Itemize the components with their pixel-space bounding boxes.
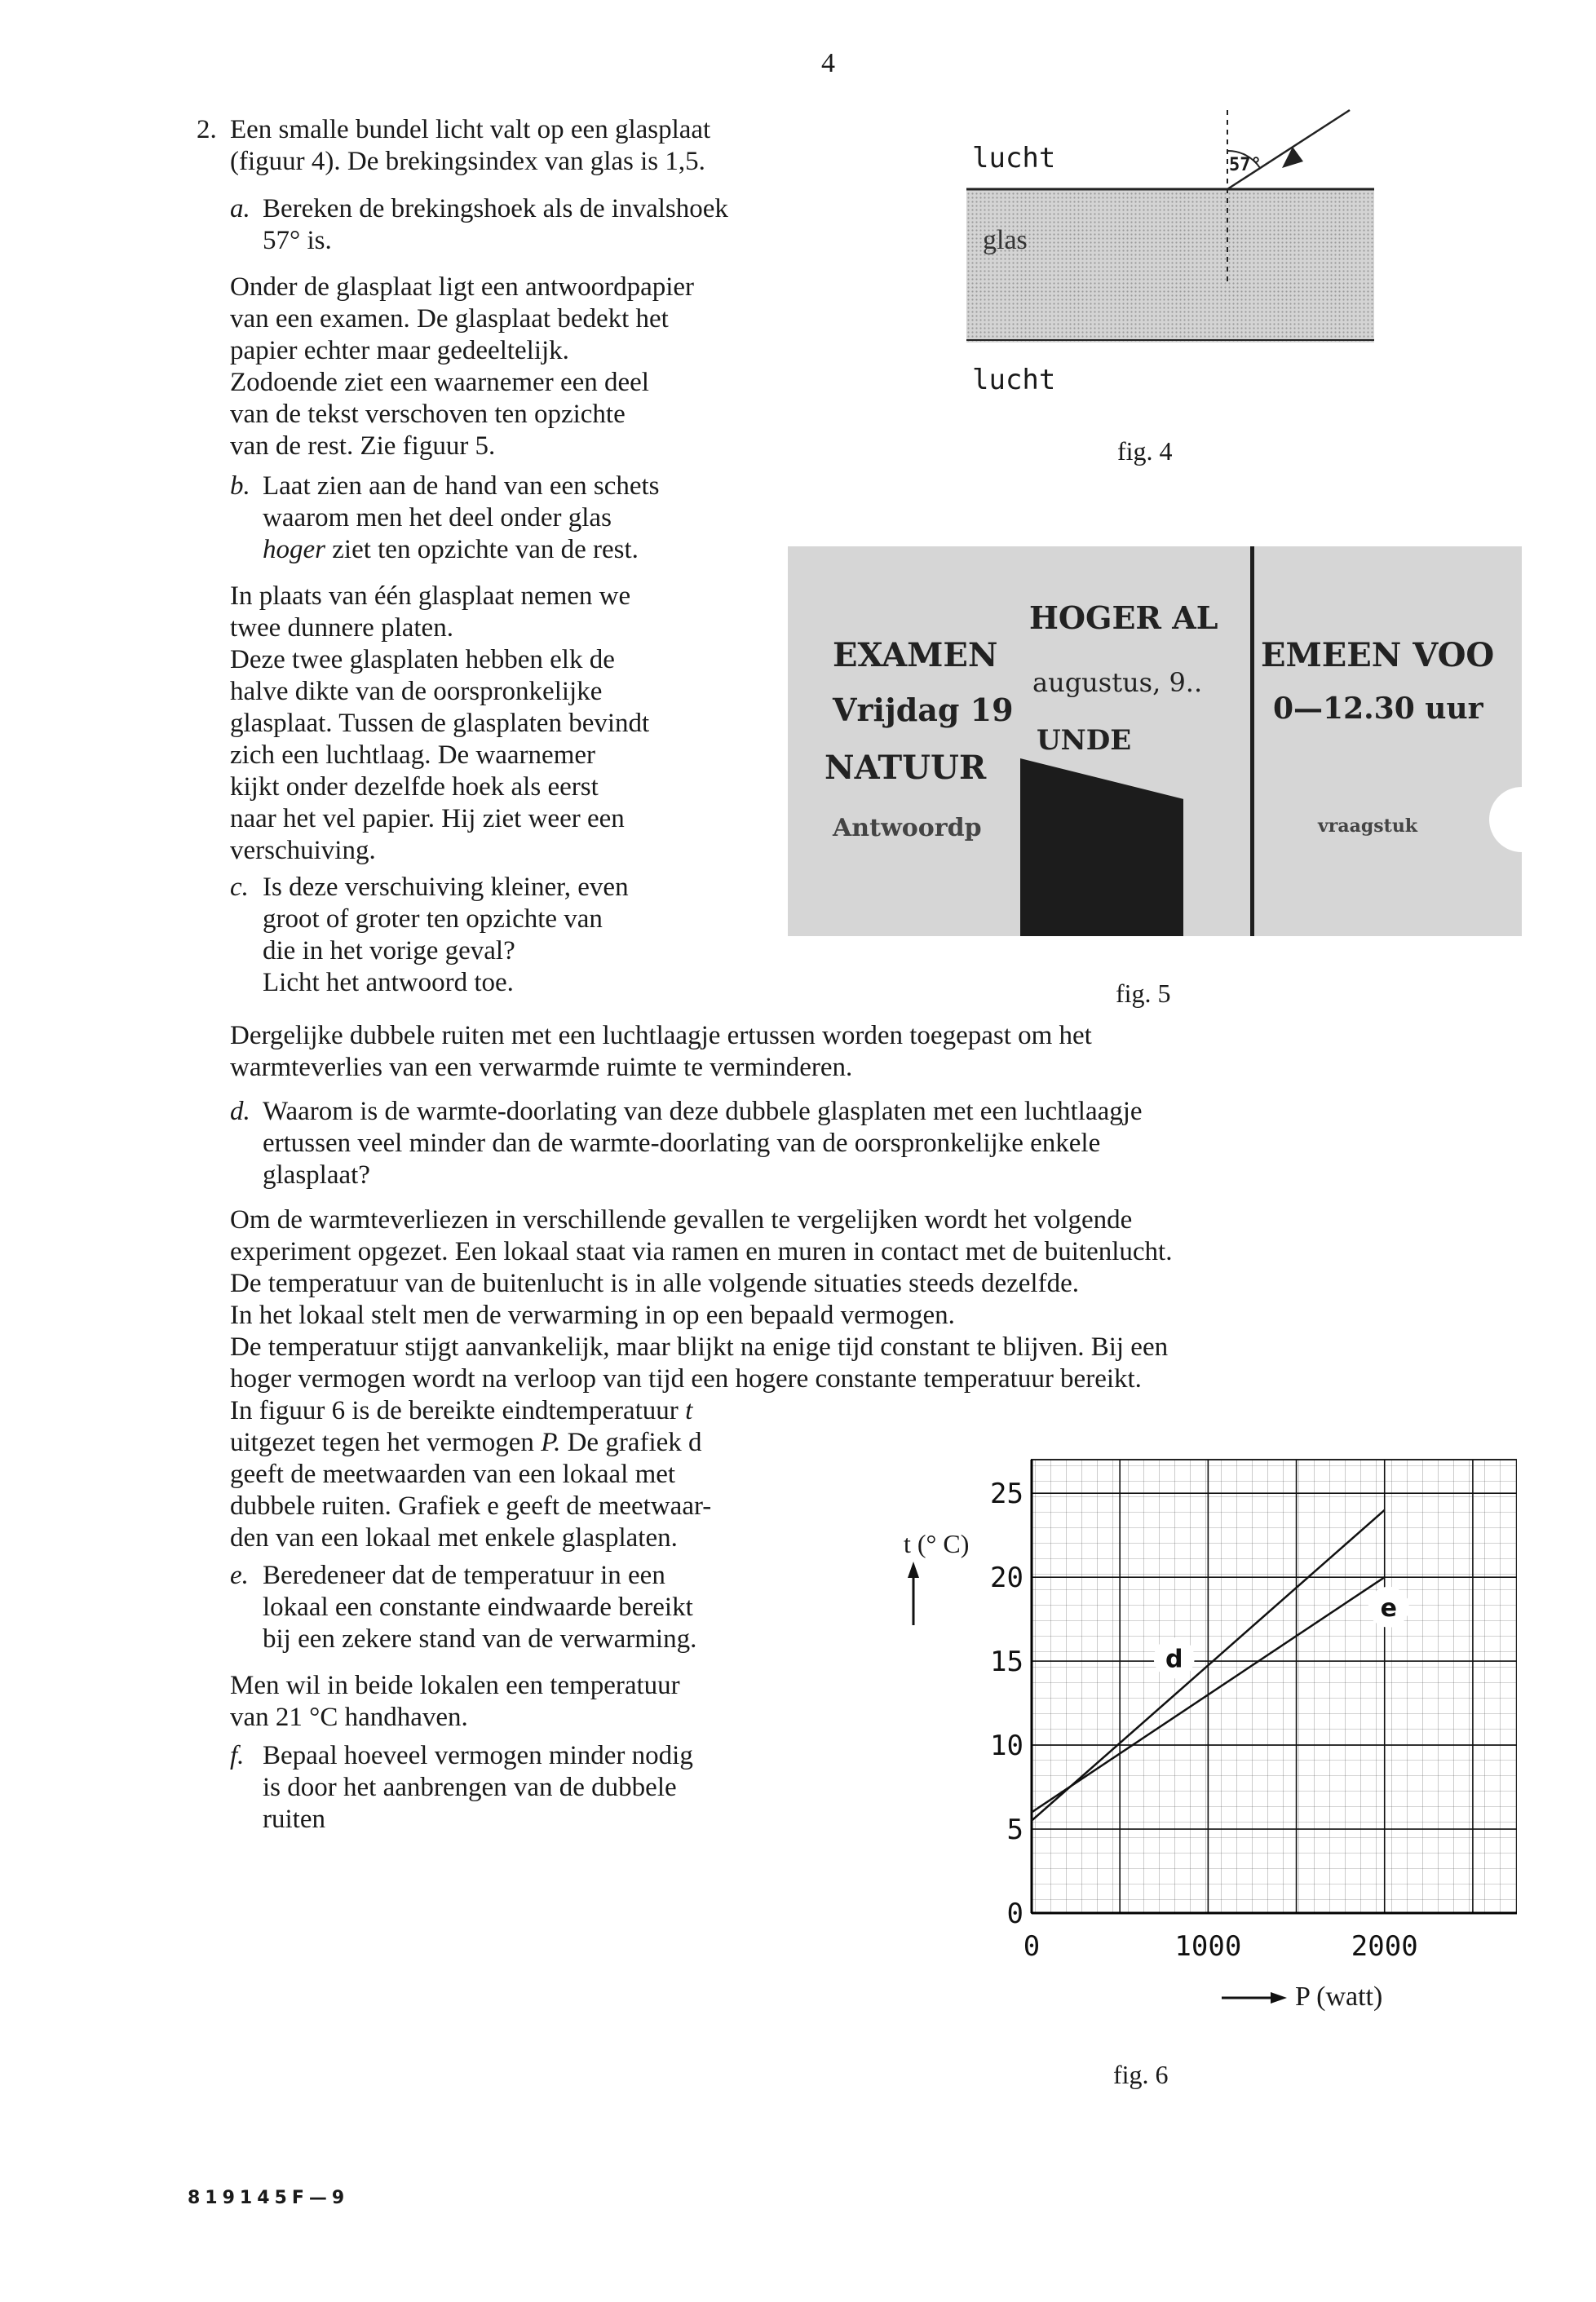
subquestion-label: f.: [230, 1741, 245, 1770]
paragraph-1: [230, 272, 694, 462]
subquestion-line: is door het aanbrengen van de dubbele: [263, 1773, 677, 1802]
y-axis-label: t (° C): [904, 1529, 970, 1558]
y-tick-label: 0: [1006, 1898, 1023, 1930]
paragraph-line: van een examen. De glasplaat bedekt het: [230, 304, 669, 334]
paragraph-2: [230, 581, 649, 867]
x-tick-label: 1000: [1174, 1930, 1242, 1963]
photo-word: 0—12.30 uur: [1273, 691, 1483, 726]
subquestion-line: Waarom is de warmte-doorlating van deze dubbele glasplaten met een luchtlaagje: [263, 1097, 1143, 1126]
subquestion-line: 57° is.: [263, 226, 332, 255]
paragraph-5: [230, 1395, 711, 1554]
figure-6-chart: [864, 1419, 1517, 2030]
y-tick-label: 20: [990, 1562, 1023, 1595]
paragraph-line: warmteverlies van een verwarmde ruimte te verminderen.: [230, 1053, 853, 1082]
label-lucht-bottom: lucht: [972, 364, 1056, 396]
paragraph-4: [230, 1204, 1172, 1395]
paragraph-line: halve dikte van de oorspronkelijke: [230, 677, 603, 706]
paragraph-line: glasplaat. Tussen de glasplaten bevindt: [230, 709, 650, 738]
label-lucht-top: lucht: [972, 142, 1056, 175]
subquestion-label: c.: [230, 873, 249, 902]
subquestion-line: ertussen veel minder dan de warmte-doorlating van de oorspronkelijke enkele: [263, 1129, 1101, 1158]
label-glas: glas: [983, 225, 1028, 255]
subquestion-label: e.: [230, 1561, 249, 1590]
line-text: uitgezet tegen het vermogen: [230, 1428, 534, 1457]
paragraph-line: dubbele ruiten. Grafiek e geeft de meetwaar-: [230, 1491, 712, 1521]
x-axis-arrow-icon: [1222, 1990, 1287, 2006]
chart-grid: [1032, 1460, 1517, 1913]
intro-line: Een smalle bundel licht valt op een glasplaat: [230, 115, 711, 144]
paragraph-line: den van een lokaal met enkele glasplaten.: [230, 1523, 678, 1553]
subquestion-label: a.: [230, 194, 250, 223]
paragraph-line: In het lokaal stelt men de verwarming in op een bepaald vermogen.: [230, 1301, 955, 1330]
subquestion-label: b.: [230, 471, 250, 501]
photo-word: Vrijdag 19: [833, 691, 1014, 728]
paragraph-line: geeft de meetwaarden van een lokaal met: [230, 1460, 676, 1489]
y-tick-label: 25: [990, 1478, 1023, 1511]
paragraph-line: verschuiving.: [230, 836, 376, 865]
paragraph-line: twee dunnere platen.: [230, 613, 453, 643]
x-tick-label: 0: [1023, 1930, 1041, 1963]
photo-word: EMEEN VOO: [1261, 636, 1495, 674]
photo-word: HOGER AL: [1029, 599, 1218, 636]
subquestion-line: die in het vorige geval?: [263, 936, 515, 965]
paper-hole: [1489, 787, 1522, 852]
figure-5-caption: fig. 5: [1116, 979, 1171, 1008]
paragraph-line: Onder de glasplaat ligt een antwoordpapier: [230, 272, 695, 302]
subquestion-line: bij een zekere stand van de verwarming.: [263, 1624, 697, 1654]
subquestion-line: Bepaal hoeveel vermogen minder nodig: [263, 1741, 693, 1770]
paragraph-line: van de tekst verschoven ten opzichte: [230, 400, 626, 429]
photo-word: vraagstuk: [1318, 815, 1418, 837]
figure-4-caption: fig. 4: [1117, 436, 1173, 466]
paragraph-line: naar het vel papier. Hij ziet weer een: [230, 804, 625, 833]
document-code: 819145F—9: [188, 2188, 350, 2208]
photo-word: NATUUR: [825, 749, 987, 787]
paragraph-line: Deze twee glasplaten hebben elk de: [230, 645, 615, 674]
subquestion-line: Laat zien aan de hand van een schets: [263, 471, 660, 501]
subquestion-line: lokaal een constante eindwaarde bereikt: [263, 1593, 693, 1622]
subquestion-line: Beredeneer dat de temperatuur in een: [263, 1561, 665, 1590]
photo-word: augustus, 9..: [1032, 667, 1203, 698]
paragraph-line: hoger vermogen wordt na verloop van tijd een hogere constante temperatuur bereikt.: [230, 1364, 1142, 1394]
subquestion-line: waarom men het deel onder glas: [263, 503, 612, 532]
series-label-d: d: [1165, 1645, 1183, 1674]
symbol-P: P.: [541, 1428, 561, 1457]
figure-5-photo: [788, 546, 1522, 936]
glass-edge-line: [1250, 546, 1254, 936]
figure-6-caption: fig. 6: [1113, 2060, 1169, 2089]
paragraph-line: zich een luchtlaag. De waarnemer: [230, 740, 595, 770]
subquestion-line: [263, 534, 660, 566]
paragraph-line: van de rest. Zie figuur 5.: [230, 431, 496, 461]
y-tick-label: 10: [990, 1730, 1023, 1763]
paragraph-line: De temperatuur van de buitenlucht is in alle volgende situaties steeds dezelfde.: [230, 1269, 1079, 1298]
paragraph-line: experiment opgezet. Een lokaal staat via ramen en muren in contact met de buitenlucht.: [230, 1237, 1173, 1266]
photo-word: EXAMEN: [833, 636, 998, 674]
emphasis-word: hoger: [263, 535, 325, 564]
paragraph-6: [230, 1670, 680, 1734]
paragraph-line: [230, 1427, 711, 1459]
x-tick-label: 2000: [1351, 1930, 1418, 1963]
glass-edge-shadow: [1020, 758, 1183, 936]
subquestion-line: Licht het antwoord toe.: [263, 968, 514, 997]
y-axis-arrow-icon: [905, 1562, 922, 1627]
photo-word: Antwoordp: [833, 814, 982, 842]
grid-paper: [1032, 1460, 1517, 1913]
paragraph-line: De temperatuur stijgt aanvankelijk, maar blijkt na enige tijd constant te blijven. Bij een: [230, 1332, 1169, 1362]
question-number: 2.: [197, 115, 217, 144]
page-number: 4: [821, 48, 835, 78]
paragraph-line: papier echter maar gedeeltelijk.: [230, 336, 569, 365]
paragraph-line: Men wil in beide lokalen een temperatuur: [230, 1671, 680, 1700]
paragraph-line: van 21 °C handhaven.: [230, 1703, 468, 1732]
y-tick-label: 15: [990, 1646, 1023, 1679]
line-rest: De grafiek d: [560, 1428, 702, 1457]
paragraph-line: Dergelijke dubbele ruiten met een luchtlaagje ertussen worden toegepast om het: [230, 1021, 1092, 1050]
paragraph-line: Om de warmteverliezen in verschillende gevallen te vergelijken wordt het volgende: [230, 1205, 1133, 1235]
ray-arrowhead: [1282, 147, 1303, 168]
subquestion-label: d.: [230, 1097, 250, 1126]
subquestion-line: glasplaat?: [263, 1160, 370, 1190]
paragraph-line: kijkt onder dezelfde hoek als eerst: [230, 772, 599, 802]
symbol-t: t: [685, 1396, 693, 1425]
angle-label: 57°: [1229, 155, 1262, 175]
photo-word: UNDE: [1037, 724, 1132, 757]
line-text: In figuur 6 is de bereikte eindtemperatuur: [230, 1396, 679, 1425]
paragraph-line: [230, 1395, 711, 1427]
intro-line: (figuur 4). De brekingsindex van glas is 1,5.: [230, 147, 705, 176]
line-rest: ziet ten opzichte van de rest.: [325, 535, 639, 564]
x-axis-label: P (watt): [1295, 1982, 1383, 2012]
incident-ray: [1227, 110, 1350, 189]
subquestion-line: Is deze verschuiving kleiner, even: [263, 873, 629, 902]
series-label-e: e: [1380, 1593, 1397, 1623]
y-tick-label: 5: [1006, 1814, 1023, 1847]
subquestion-line: groot of groter ten opzichte van: [263, 904, 603, 934]
paragraph-line: Zodoende ziet een waarnemer een deel: [230, 368, 649, 397]
paragraph-3: [230, 1020, 1092, 1084]
paragraph-line: In plaats van één glasplaat nemen we: [230, 581, 631, 611]
subquestion-line: Bereken de brekingshoek als de invalshoek: [263, 194, 728, 223]
subquestion-line: ruiten: [263, 1805, 325, 1834]
question-intro: [230, 114, 710, 178]
